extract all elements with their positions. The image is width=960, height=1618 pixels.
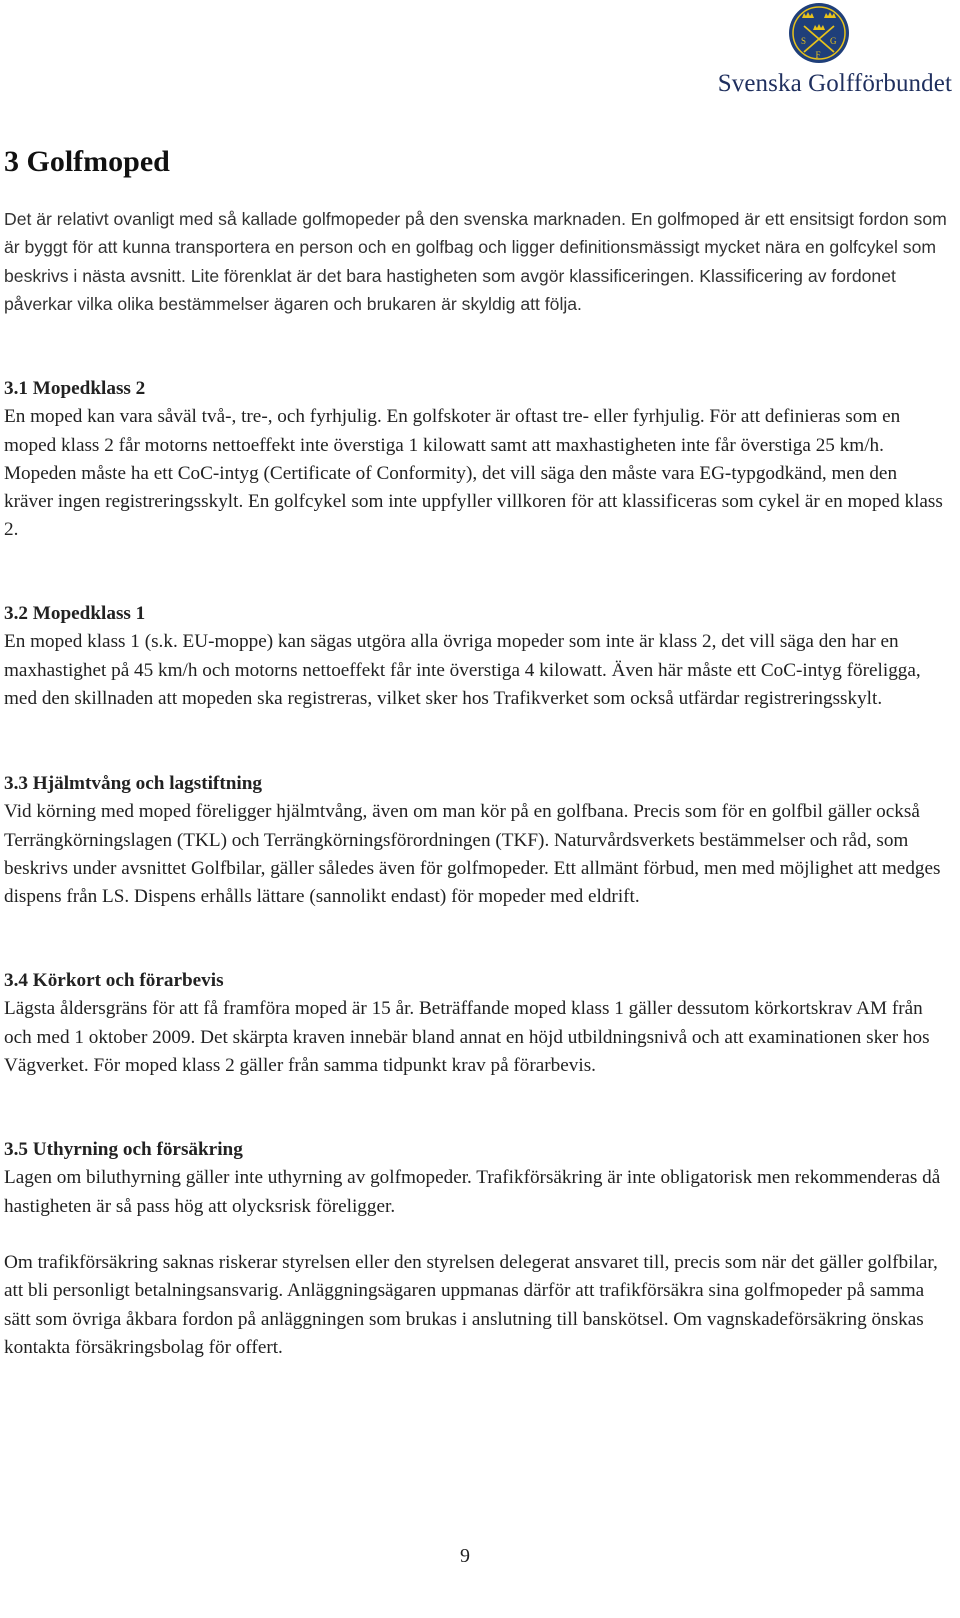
section-title: Körkort och förarbevis <box>32 970 224 991</box>
sgf-crest-icon <box>788 2 850 64</box>
section-body: En moped kan vara såväl två-, tre-, och fyrhjulig. En golfskoter är oftast tre- eller fyrhjulig. För att definieras som en moped klass 2 får motorns nettoeffekt inte överstiga 1 kilowatt samt att maxhastigheten inte får överstiga 25 km/h. Mopeden måste ha ett CoC-intyg (Certificate of Conformity), det vill säga den måste vara EG-typgodkänd, men den kräver ingen registreringsskylt. En golfcykel som inte uppfyller villkoren för att klassificeras som cykel är en moped klass 2. <box>4 406 943 541</box>
svg-text:S: S <box>801 36 807 46</box>
closing-paragraph: Om trafikförsäkring saknas riskerar styrelsen eller den styrelsen delegerat ansvaret till, precis som när det gäller golfbilar, att bli personligt betalningsansvarig. Anläggningsägaren uppmanas därför att trafikförsäkra sina golfmopeder på samma sätt som övriga åkbara fordon på anläggningen som brukas i anslutning till banskötsel. Om vagnskadeförsäkring önskas kontakta försäkringsbolag för offert. <box>4 1252 938 1358</box>
section-3-3 <box>4 770 949 911</box>
section-heading <box>4 967 949 995</box>
section-title: Uthyrning och försäkring <box>32 1139 243 1160</box>
page-title: 3 Golfmoped <box>4 145 170 178</box>
section-title: Mopedklass 2 <box>32 378 146 399</box>
svenska-golfforbundet-logo <box>690 0 952 104</box>
section-heading <box>4 600 949 628</box>
section-number: 3.2 <box>4 603 28 624</box>
section-number: 3.5 <box>4 1139 28 1160</box>
page-number: 9 <box>460 1545 470 1567</box>
section-body: Lägsta åldersgräns för att få framföra moped är 15 år. Beträffande moped klass 1 gäller dessutom körkortskrav AM från och med 1 oktober 2009. Det skärpta kraven innebär bland annat en höjd utbildningsnivå och att examinationen sker hos Vägverket. För moped klass 2 gäller från samma tidpunkt krav på förarbevis. <box>4 998 930 1076</box>
section-title: Mopedklass 1 <box>32 603 146 624</box>
svg-text:F: F <box>815 50 821 60</box>
section-3-2 <box>4 600 949 713</box>
section-3-4 <box>4 967 949 1080</box>
section-body: Lagen om biluthyrning gäller inte uthyrning av golfmopeder. Trafikförsäkring är inte obligatorisk men rekommenderas då hastigheten är så pass hög att olycksrisk föreligger. <box>4 1167 941 1217</box>
section-heading <box>4 1136 949 1164</box>
section-3-1 <box>4 375 949 545</box>
intro-paragraph: Det är relativt ovanligt med så kallade golfmopeder på den svenska marknaden. En golfmoped är ett ensitsigt fordon som är byggt för att kunna transportera en person och en golfbag och ligger definitionsmässigt mycket nära en golfcykel som beskrivs i nästa avsnitt. Lite förenklat är det bara hastigheten som avgör klassificeringen. Klassificering av fordonet påverkar vilka olika bestämmelser ägaren och brukaren är skyldig att följa. <box>4 209 947 314</box>
section-number: 3.1 <box>4 378 28 399</box>
section-heading <box>4 375 949 403</box>
section-heading <box>4 770 949 798</box>
section-number: 3.4 <box>4 970 28 991</box>
section-body: Vid körning med moped föreligger hjälmtvång, även om man kör på en golfbana. Precis som för en golfbil gäller också Terrängkörningslagen (TKL) och Terrängkörningsförordningen (TKF). Naturvårdsverkets bestämmelser och råd, som beskrivs under avsnittet Golfbilar, gäller således även för golfmopeder. Ett allmänt förbud, men med möjlighet att medges dispens från LS. Dispens erhålls lättare (sannolikt endast) för mopeder med eldrift. <box>4 801 941 908</box>
section-number: 3.3 <box>4 773 28 794</box>
section-title: Hjälmtvång och lagstiftning <box>32 773 262 794</box>
section-body: En moped klass 1 (s.k. EU-moppe) kan sägas utgöra alla övriga mopeder som inte är klass 2, det vill säga den har en maxhastighet på 45 km/h och motorns nettoeffekt får inte överstiga 4 kilowatt. Även här måste ett CoC-intyg föreligga, med den skillnaden att mopeden ska registreras, vilket sker hos Trafikverket som också utfärdar registreringsskylt. <box>4 631 921 709</box>
logo-wordmark: Svenska Golfförbundet <box>717 70 952 97</box>
section-3-5 <box>4 1136 949 1221</box>
svg-text:G: G <box>830 36 837 46</box>
